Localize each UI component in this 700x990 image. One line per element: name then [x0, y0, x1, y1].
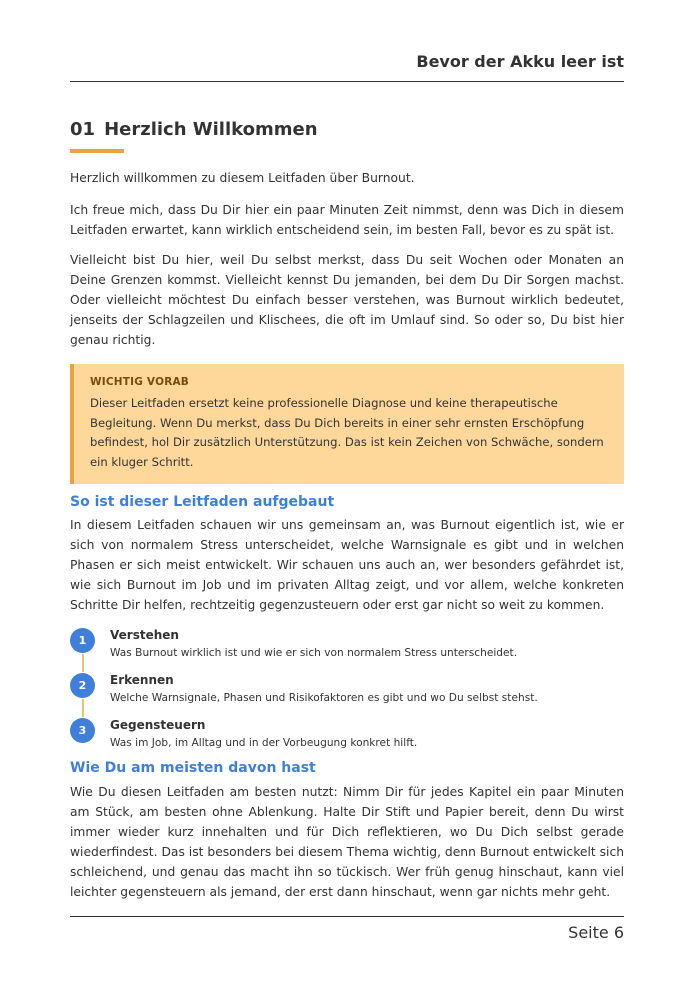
step-item-understand — [70, 626, 624, 666]
usage-paragraph: Wie Du diesen Leitfaden am besten nutzt: Nimm Dir für jedes Kapitel ein paar Minuten am Stück, am besten ohne Ablenkung. Halte Dir Stift und Papier bereit, denn Du wirst immer wieder kurz innehalten und für Dich reflektieren, wo Du Dich selbst gerade wiederfindest. Das ist besonders bei diesem Thema wichtig, denn Burnout entwickelt sich schleichend, und genau das macht ihn so tückisch. Wer früh genug hinschaut, kann viel leichter gegensteuern als jemand, der erst dann hinschaut, wenn gar nichts mehr geht. — [70, 785, 624, 899]
chapter-title — [70, 119, 318, 140]
step-number-badge: 1 — [70, 628, 95, 653]
section-heading-structure: So ist dieser Leitfaden aufgebaut — [70, 494, 335, 510]
step-description: Was im Job, im Alltag und in der Vorbeugung konkret hilft. — [110, 737, 418, 749]
step-title: Gegensteuern — [110, 718, 206, 732]
step-title: Verstehen — [110, 628, 179, 642]
step-description: Welche Warnsignale, Phasen und Risikofaktoren es gibt und wo Du selbst stehst. — [110, 692, 538, 704]
callout-title: WICHTIG VORAB — [90, 376, 190, 388]
structure-paragraph: In diesem Leitfaden schauen wir uns gemeinsam an, was Burnout eigentlich ist, wie er sich von normalem Stress unterscheidet, welche Warnsignale es gibt und in welchen Phasen er sich meist entwickelt. Wir schauen uns auch an, wer besonders gefährdet ist, wie sich Burnout im Job und im privaten Alltag zeigt, und vor allem, welche konkreten Schritte Dir helfen, rechtzeitig gegenzusteuern oder erst gar nicht so weit zu kommen. — [70, 518, 624, 612]
title-underline — [70, 149, 124, 153]
header-rule — [70, 81, 624, 82]
step-description: Was Burnout wirklich ist und wie er sich von normalem Stress unterscheidet. — [110, 647, 518, 659]
callout-text: Dieser Leitfaden ersetzt keine professionelle Diagnose und keine therapeutische Begleitung. Wenn Du merkst, dass Du Dich bereits in einer sehr ernsten Erschöpfung befindest, hol Dir zusätzlich Unterstützung. Das ist kein Zeichen von Schwäche, sondern ein kluger Schritt. — [90, 396, 604, 469]
step-title: Erkennen — [110, 673, 174, 687]
step-number-badge: 3 — [70, 718, 95, 743]
step-item-counteract — [70, 716, 624, 756]
chapter-title-text: Herzlich Willkommen — [104, 119, 318, 140]
step-item-recognize — [70, 671, 624, 711]
intro-paragraph-3: Vielleicht bist Du hier, weil Du selbst merkst, dass Du seit Wochen oder Monaten an Deine Grenzen kommst. Vielleicht kennst Du jemanden, bei dem Du Dir Sorgen machst. Oder vielleicht möchtest Du einfach besser verstehen, was Burnout wirklich bedeutet, jenseits der Schlagzeilen und Klischees, die oft im Umlauf sind. So oder so, Du bist hier genau richtig. — [70, 253, 624, 347]
intro-paragraph-2: Ich freue mich, dass Du Dir hier ein paar Minuten Zeit nimmst, denn was Dich in diesem Leitfaden erwartet, kann wirklich entscheidend sein, im besten Fall, bevor es zu spät ist. — [70, 203, 624, 237]
chapter-number: 01 — [70, 119, 96, 140]
page-number: Seite 6 — [568, 923, 624, 942]
section-heading-usage: Wie Du am meisten davon hast — [70, 760, 316, 776]
running-header: Bevor der Akku leer ist — [416, 52, 624, 71]
step-number-badge: 2 — [70, 673, 95, 698]
important-callout — [70, 364, 624, 484]
intro-paragraph-1: Herzlich willkommen zu diesem Leitfaden über Burnout. — [70, 171, 415, 185]
footer-rule — [70, 916, 624, 917]
